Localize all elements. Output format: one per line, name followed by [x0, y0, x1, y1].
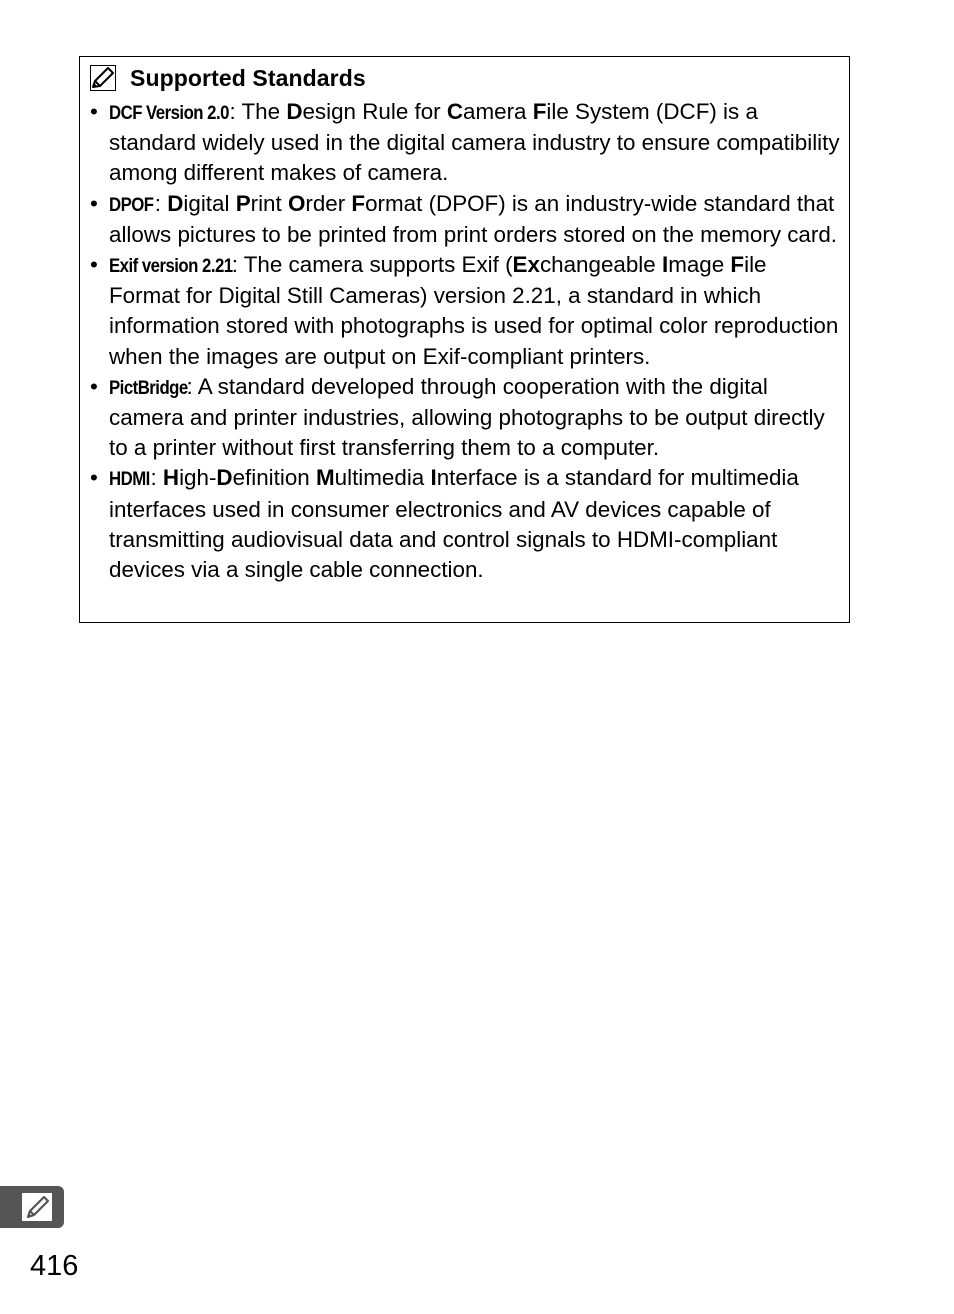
- pencil-note-icon: [90, 65, 116, 91]
- bullet-icon: •: [90, 465, 98, 491]
- note-header: [90, 63, 366, 93]
- item-text-bold: D: [167, 190, 184, 216]
- item-text: esign Rule for: [302, 99, 447, 124]
- item-text: ormat (DPOF) is an industry-wide standard that allows pictures to be printed from print orders stored on the memory card.: [109, 190, 838, 247]
- item-text: igital: [183, 190, 236, 216]
- item-text-bold: Ex: [512, 252, 540, 278]
- list-item-dcf: [90, 97, 840, 189]
- item-text: changeable: [539, 252, 662, 278]
- item-text: mage: [668, 252, 731, 278]
- bullet-icon: •: [90, 373, 98, 399]
- item-text: : A standard developed through cooperation with the digital camera and printer industries, allowing photographs to be output directly to a printer without first transferring them to a computer.: [109, 373, 825, 461]
- item-text-bold: H: [162, 465, 180, 491]
- bullet-icon: •: [90, 190, 98, 216]
- list-item-dpof: [90, 189, 840, 250]
- item-text-bold: P: [235, 190, 251, 216]
- term-exif: Exif version 2.21: [109, 255, 233, 278]
- item-text: rint: [250, 190, 288, 216]
- item-text: :: [150, 465, 163, 491]
- list-item-pictbridge: [90, 372, 840, 464]
- item-text-bold: C: [446, 99, 464, 124]
- item-text: nterface is a standard for multimedia interfaces used in consumer electronics and AV devices capable of transmitting audiovisual data and control signals to HDMI-compliant devices via a single cable connection.: [109, 465, 799, 583]
- item-text: : The camera supports Exif (: [231, 252, 513, 278]
- notes-section-tab: [0, 1186, 64, 1228]
- term-pictbridge: PictBridge: [109, 376, 188, 399]
- supported-standards-note: [79, 56, 850, 623]
- list-item-hdmi: [90, 463, 840, 585]
- bullet-icon: •: [90, 252, 98, 278]
- item-text: :: [154, 190, 168, 216]
- item-text-bold: I: [661, 252, 669, 278]
- item-text: igh-: [179, 465, 217, 491]
- bullet-icon: •: [90, 99, 98, 124]
- item-text-bold: D: [286, 99, 303, 124]
- item-text: rder: [305, 190, 352, 216]
- item-text-bold: F: [532, 99, 547, 124]
- notes-section-icon: [22, 1193, 52, 1221]
- page-number: 416: [30, 1250, 79, 1282]
- item-text: amera: [463, 99, 533, 124]
- standards-list: [90, 97, 840, 585]
- item-text: ile System (DCF) is a standard widely used in the digital camera industry to ensure compatibility among different makes of camera.: [109, 99, 840, 186]
- item-text-bold: O: [287, 190, 306, 216]
- term-dcf: DCF Version 2.0: [109, 102, 229, 124]
- note-title: Supported Standards: [130, 64, 366, 91]
- list-item-exif: [90, 250, 840, 372]
- item-text: efinition: [232, 465, 316, 491]
- term-dpof: DPOF: [109, 193, 154, 216]
- item-text: ultimedia: [334, 465, 431, 491]
- item-text-bold: F: [351, 190, 366, 216]
- term-hdmi: HDMI: [109, 468, 150, 491]
- item-text-bold: D: [216, 465, 233, 491]
- item-text: ile Format for Digital Still Cameras) version 2.21, a standard in which information stored with photographs is used for optimal color reproduction when the images are output on Exif-compliant printers.: [109, 252, 839, 369]
- item-text-bold: F: [730, 252, 745, 278]
- item-text-bold: M: [315, 465, 335, 491]
- item-text-bold: I: [430, 465, 437, 491]
- item-text: : The: [229, 99, 287, 124]
